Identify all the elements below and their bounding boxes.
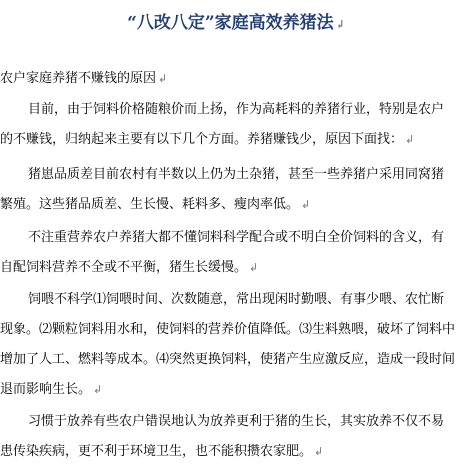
paragraph-mark-icon: ↲: [158, 72, 168, 85]
paragraph-line: 目前，由于饲料价格随粮价而上扬，作为高耗料的养猪行业，特别是农户: [28, 102, 445, 117]
paragraph-mark-icon: ↲: [335, 18, 345, 31]
paragraph-line: 饲喂不科学⑴饲喂时间、次数随意，常出现闲时勤喂、有事少喂、农忙断: [28, 292, 445, 307]
paragraph-line: 现象。⑵颗粒饲料用水和，使饲料的营养价值降低。⑶生料熟喂，破坏了饲料中: [0, 322, 456, 337]
paragraph-line: 的不赚钱，归纳起来主要有以下几个方面。养猪赚钱少，原因下面找： ↲: [0, 132, 415, 147]
section-heading: 农户家庭养猪不赚钱的原因 ↲: [0, 71, 168, 86]
paragraph-mark-icon: ↲: [314, 445, 324, 458]
paragraph-mark-icon: ↲: [301, 198, 311, 211]
paragraph-line: 退而影响生长。 ↲: [0, 382, 103, 397]
document-title: [0, 8, 472, 33]
paragraph-line: 习惯于放养有些农户错误地认为放养更利于猪的生长，其实放养不仅不易: [28, 414, 445, 429]
paragraph-mark-icon: ↲: [405, 133, 415, 146]
paragraph-line: 猪崽品质差目前农村有半数以上仍为土杂猪，甚至一些养猪户采用同窝猪: [28, 167, 445, 182]
paragraph-line: 不注重营养农户养猪大都不懂饲料科学配合或不明白全价饲料的含义，有: [28, 230, 445, 245]
paragraph-line: 增加了人工、燃料等成本。⑷突然更换饲料，使猪产生应激反应，造成一段时间: [0, 352, 456, 367]
paragraph-mark-icon: ↲: [249, 261, 259, 274]
paragraph-line: 自配饲料营养不全或不平衡，猪生长缓慢。 ↲: [0, 260, 259, 275]
title-text: “八改八定”家庭高效养猪法: [127, 13, 334, 33]
paragraph-mark-icon: ↲: [93, 383, 103, 396]
paragraph-line: 患传染疾病，更不利于环境卫生，也不能积攒农家肥。 ↲: [0, 444, 324, 459]
paragraph-line: 繁殖。这些猪品质差、生长慢、耗料多、瘦肉率低。 ↲: [0, 197, 311, 212]
